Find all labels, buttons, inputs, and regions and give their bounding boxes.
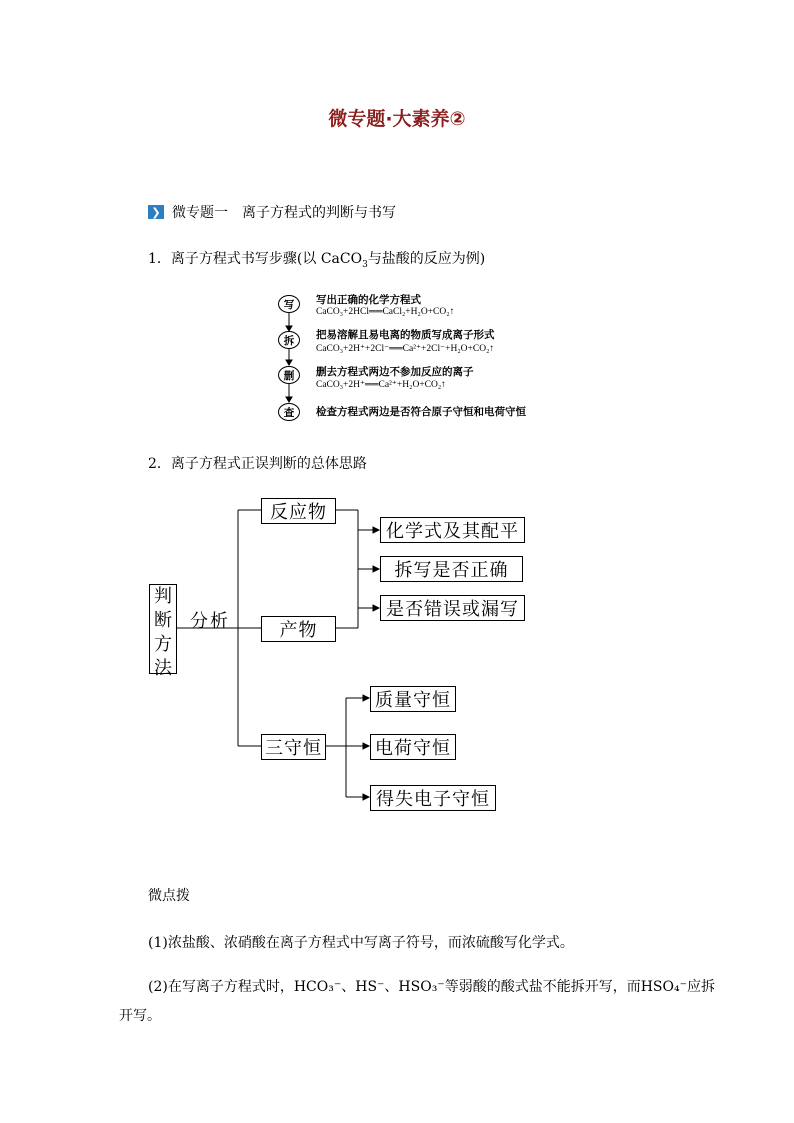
- check-arrow-head-1: [373, 527, 379, 533]
- page-title: 微专题·大素养②: [328, 108, 466, 130]
- arrow-right-icon: ❯: [148, 205, 164, 219]
- root-char-2: 断: [154, 610, 172, 631]
- tips-paragraph-1: (1)浓盐酸、浓硝酸在离子方程式中写离子符号，而浓硫酸写化学式。: [148, 935, 574, 951]
- step-circle-check: 查: [278, 403, 300, 421]
- conservation-arrow-head-2: [363, 743, 369, 749]
- step-desc-split: 把易溶解且易电离的物质写成离子形式: [316, 329, 495, 341]
- root-judge-method-box: [149, 584, 177, 679]
- tips-heading: 微点拨: [148, 888, 190, 904]
- conservation-box: 三守恒: [261, 734, 326, 760]
- step-desc-write: 写出正确的化学方程式: [316, 294, 421, 306]
- check-arrow-head-3: [373, 605, 379, 611]
- tips-paragraph-2-line-2: 开写。: [119, 1008, 161, 1024]
- step-eq-write: CaCO₃+2HCl══CaCl₂+H₂O+CO₂↑: [316, 307, 455, 317]
- step-eq-delete: CaCO₃+2H⁺══Ca²⁺+H₂O+CO₂↑: [316, 380, 446, 390]
- section-label: 微专题一 离子方程式的判断与书写: [172, 205, 396, 221]
- check-formula-box: 化学式及其配平: [380, 517, 525, 543]
- item1-text-before: 1．离子方程式书写步骤(以 CaCO: [148, 251, 363, 267]
- step-circle-split: 拆: [278, 331, 300, 349]
- mass-conservation-box: 质量守恒: [370, 686, 456, 712]
- charge-conservation-box: 电荷守恒: [370, 734, 456, 760]
- check-split-box: 拆写是否正确: [380, 556, 523, 582]
- step-desc-check: 检查方程式两边是否符合原子守恒和电荷守恒: [316, 406, 526, 418]
- check-arrow-head-2: [373, 566, 379, 572]
- conservation-arrow-head-1: [363, 695, 369, 701]
- reactant-box: 反应物: [261, 498, 336, 524]
- step-desc-delete: 删去方程式两边不参加反应的离子: [316, 366, 474, 378]
- conservation-arrow-head-3: [363, 794, 369, 800]
- item2-heading: 2．离子方程式正误判断的总体思路: [148, 456, 367, 472]
- root-char-3: 方: [154, 634, 172, 655]
- analysis-label: 分析: [190, 611, 230, 632]
- item1-sub: 3: [362, 259, 368, 270]
- item1-text-after: 与盐酸的反应为例): [367, 251, 486, 267]
- step-eq-split: CaCO₃+2H⁺+2Cl⁻══Ca²⁺+2Cl⁻+H₂O+CO₂↑: [316, 344, 495, 354]
- product-box: 产物: [261, 616, 336, 642]
- electron-conservation-box: 得失电子守恒: [370, 785, 496, 811]
- step-circle-write: 写: [278, 295, 300, 313]
- root-char-1: 判: [154, 586, 172, 607]
- tips-paragraph-2-line-1: (2)在写离子方程式时，HCO₃⁻、HS⁻、HSO₃⁻等弱酸的酸式盐不能拆开写，而HSO₄⁻应拆: [148, 979, 715, 995]
- step-circle-delete: 删: [278, 366, 300, 384]
- check-error-box: 是否错误或漏写: [380, 595, 525, 621]
- root-char-4: 法: [154, 658, 172, 679]
